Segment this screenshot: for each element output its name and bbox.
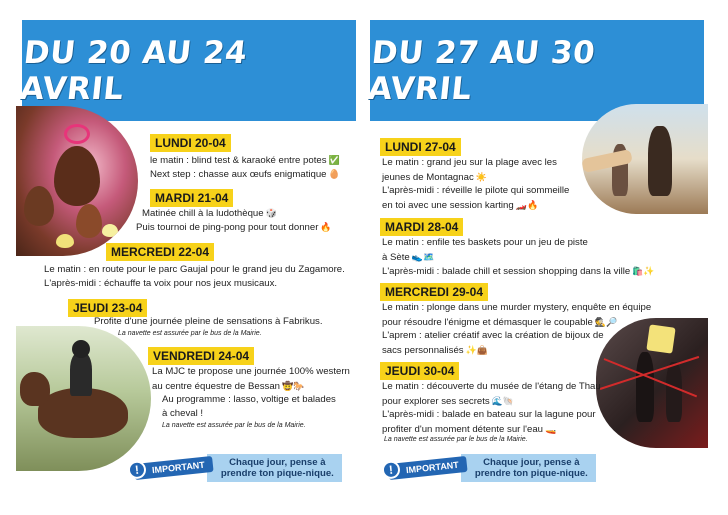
activity-line: sacs personnalisés ✨👜: [382, 345, 489, 356]
activity-line: L'aprem : atelier créatif avec la création de bijoux de: [382, 330, 604, 341]
horse-riding-photo: [16, 326, 151, 471]
activity-line: Le matin : plonge dans une murder mystery, enquête en équipe: [382, 302, 652, 313]
beach-game-photo: [582, 104, 708, 214]
activity-line: L'après-midi : réveille le pilote qui sommeille: [382, 185, 570, 196]
sun-icon: ☀️: [475, 172, 487, 182]
rider-shape: [70, 352, 92, 396]
chocolate-egg: [24, 186, 54, 226]
activity-line: à Sète 👟🗺️: [382, 252, 435, 263]
detective-icon: 🕵️🔎: [594, 317, 618, 327]
week-2-title: DU 27 AU 30 AVRIL: [366, 34, 598, 107]
check-icon: ✅: [328, 155, 340, 165]
activity-line: en toi avec une session karting 🏎️🔥: [382, 200, 539, 211]
activity-line: Au programme : lasso, voltige et balades: [162, 394, 336, 405]
candy-egg: [102, 224, 118, 237]
day-label-jeudi-23: JEUDI 23-04: [68, 299, 147, 317]
cowboy-horse-icon: 🤠🐎: [282, 381, 305, 391]
chocolate-egg: [54, 146, 100, 206]
egg-icon: 🥚: [328, 169, 340, 179]
wave-shell-icon: 🌊🐚: [491, 396, 515, 406]
helmet: [72, 340, 90, 358]
candy-egg: [56, 234, 74, 248]
sneaker-map-icon: 👟🗺️: [411, 252, 435, 262]
activity-line: au centre équestre de Bessan 🤠🐎: [152, 381, 305, 392]
activity-line: profiter d'un moment détente sur l'eau 🚤: [382, 424, 557, 435]
shuttle-note: La navette est assurée par le bus de la Mairie.: [384, 436, 528, 443]
day-label-jeudi-30: JEUDI 30-04: [380, 362, 459, 380]
activity-line: Next step : chasse aux œufs enigmatique 🥚: [150, 169, 340, 180]
activity-line: jeunes de Montagnac ☀️: [382, 172, 487, 183]
shuttle-note: La navette est assurée par le bus de la Mairie.: [118, 330, 262, 337]
shuttle-note: La navette est assurée par le bus de la Mairie.: [162, 422, 306, 429]
easter-eggs-photo: [16, 106, 138, 256]
racecar-icon: 🏎️🔥: [515, 200, 539, 210]
activity-line: Le matin : enfile tes baskets pour un jeu de piste: [382, 237, 588, 248]
ribbon-bow: [64, 124, 90, 144]
day-label-mardi-21: MARDI 21-04: [150, 189, 233, 207]
important-notice: [134, 454, 342, 482]
important-badge: ! IMPORTANT: [133, 456, 213, 480]
activity-line: pour résoudre l'énigme et démasquer le coupable 🕵️🔎: [382, 317, 618, 328]
murder-mystery-photo: [596, 318, 708, 448]
activity-line: L'après-midi : échauffe ta voix pour nos jeux musicaux.: [44, 278, 278, 289]
activity-line: pour explorer ses secrets 🌊🐚: [382, 396, 515, 407]
activity-line: Puis tournoi de ping-pong pour tout donner 🔥: [136, 222, 332, 233]
activity-line: le matin : blind test & karaoké entre potes ✅: [150, 155, 340, 166]
day-label-lundi-27: LUNDI 27-04: [380, 138, 461, 156]
exclamation-icon: !: [381, 460, 401, 480]
horse-head: [20, 372, 50, 406]
chocolate-egg: [76, 204, 102, 238]
day-label-lundi-20: LUNDI 20-04: [150, 134, 231, 152]
person-shape: [648, 126, 672, 196]
clue-note: [646, 324, 675, 353]
day-label-mercredi-22: MERCREDI 22-04: [106, 243, 214, 261]
picnic-reminder: Chaque jour, pense à prendre ton pique-nique.: [461, 454, 596, 482]
activity-line: Profite d'une journée pleine de sensations à Fabrikus.: [94, 316, 323, 327]
picnic-reminder: Chaque jour, pense à prendre ton pique-nique.: [207, 454, 342, 482]
exclamation-icon: !: [127, 460, 147, 480]
day-label-mardi-28: MARDI 28-04: [380, 218, 463, 236]
boat-icon: 🚤: [545, 424, 557, 434]
shopping-icon: 🛍️✨: [632, 266, 655, 276]
important-badge: ! IMPORTANT: [387, 456, 467, 480]
day-label-mercredi-29: MERCREDI 29-04: [380, 283, 488, 301]
fire-icon: 🔥: [320, 222, 332, 232]
important-notice: [388, 454, 596, 482]
week-1-column: [18, 20, 356, 490]
activity-line: Le matin : découverte du musée de l'étang de Thau: [382, 381, 601, 392]
activity-line: Le matin : grand jeu sur la plage avec les: [382, 157, 557, 168]
day-label-vendredi-24: VENDREDI 24-04: [148, 347, 254, 365]
activity-line: La MJC te propose une journée 100% western: [152, 366, 350, 377]
activity-line: L'après-midi : balade en bateau sur la lagune pour: [382, 409, 596, 420]
activity-line: à cheval !: [162, 408, 204, 419]
person-shape: [636, 352, 654, 422]
week-2-column: [366, 20, 704, 490]
activity-line: Matinée chill à la ludothèque 🎲: [142, 208, 277, 219]
activity-line: L'après-midi : balade chill et session shopping dans la ville 🛍️✨: [382, 266, 655, 277]
sparkle-bag-icon: ✨👜: [465, 345, 489, 355]
activity-line: Le matin : en route pour le parc Gaujal pour le grand jeu du Zagamore.: [44, 264, 345, 275]
week-1-title: DU 20 AU 24 AVRIL: [18, 34, 250, 107]
person-shape: [666, 362, 682, 422]
dice-icon: 🎲: [265, 208, 277, 218]
